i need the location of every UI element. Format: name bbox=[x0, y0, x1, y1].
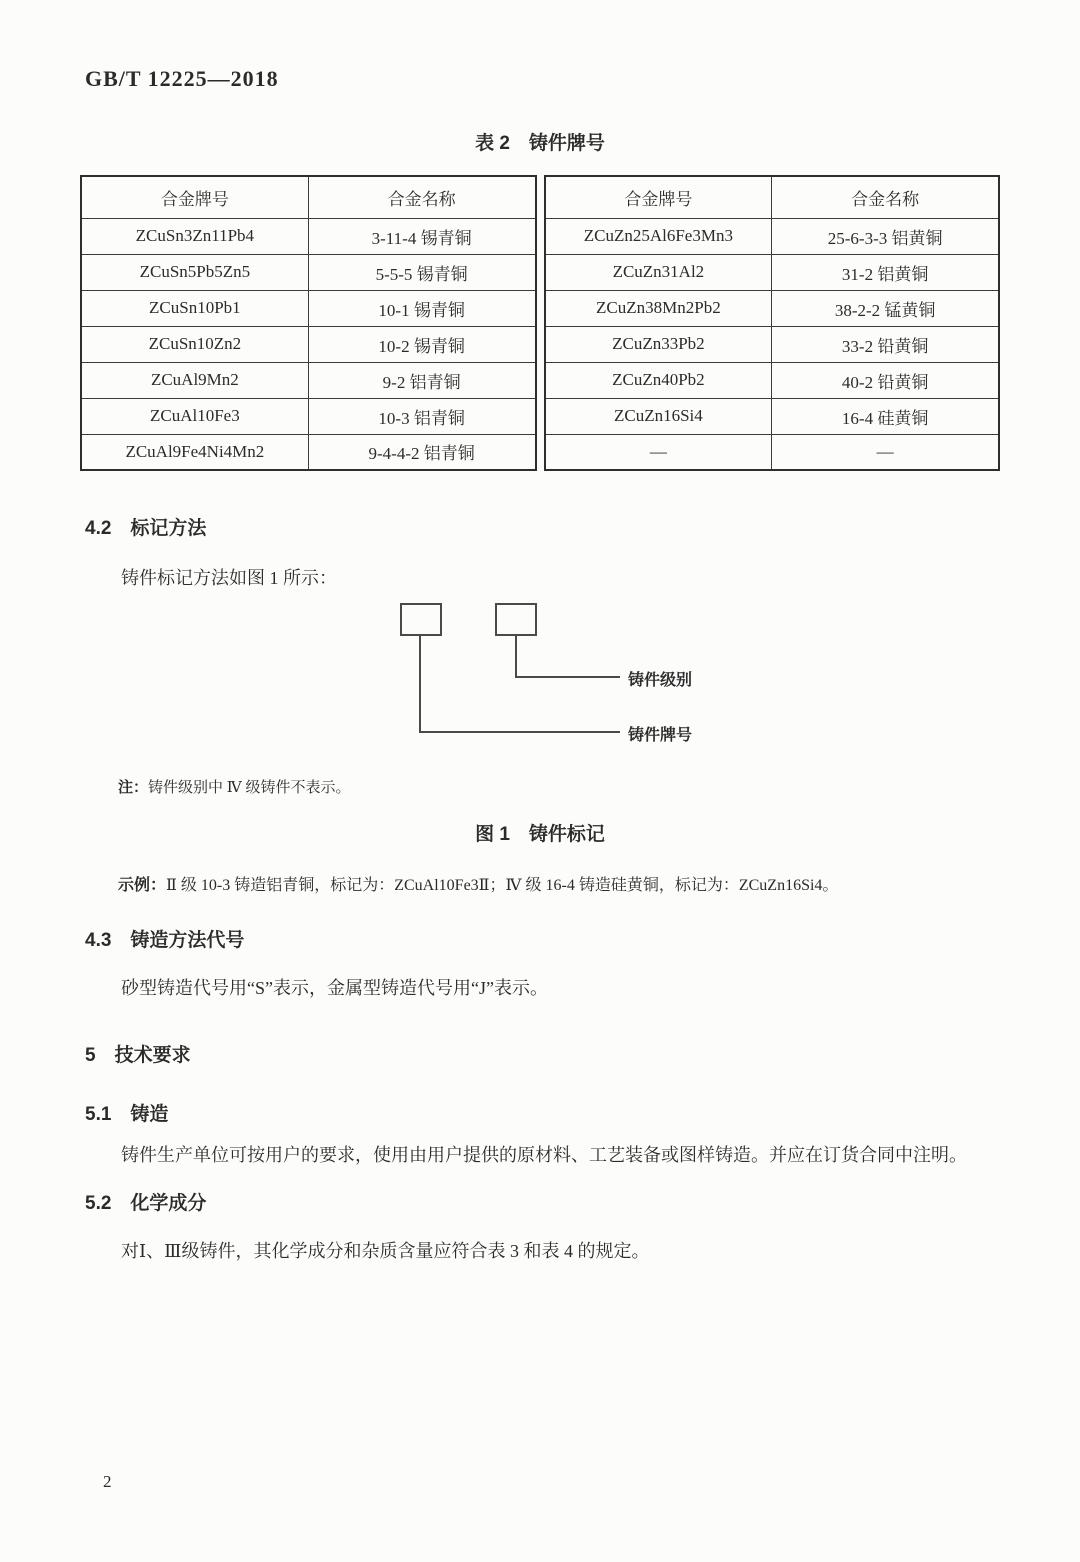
section-5-2-paragraph: 对Ⅰ、Ⅲ级铸件，其化学成分和杂质含量应符合表 3 和表 4 的规定。 bbox=[121, 1240, 650, 1261]
table2-right-half bbox=[544, 175, 1001, 471]
table-cell: ZCuAl9Fe4Ni4Mn2 bbox=[81, 434, 308, 470]
table2-right bbox=[544, 175, 1001, 471]
page-number: 2 bbox=[103, 1472, 112, 1491]
doc-number: GB/T 12225—2018 bbox=[85, 66, 279, 91]
table-row bbox=[545, 398, 1000, 434]
table-cell: ZCuSn3Zn11Pb4 bbox=[81, 218, 308, 254]
table-cell: — bbox=[772, 434, 999, 470]
figure1-note bbox=[118, 776, 1080, 797]
note-text: 铸件级别中 Ⅳ 级铸件不表示。 bbox=[148, 780, 351, 796]
grade-leader-vertical bbox=[515, 636, 517, 678]
section-5-1-paragraph: 铸件生产单位可按用户的要求，使用由用户提供的原材料、工艺装备或图样铸造。并应在订货合同中注明。 bbox=[121, 1145, 967, 1165]
table-row bbox=[545, 218, 1000, 254]
table-row bbox=[81, 434, 536, 470]
table-cell: 3-11-4 锡青铜 bbox=[308, 218, 535, 254]
table-cell: 38-2-2 锰黄铜 bbox=[772, 290, 999, 326]
table-cell: ZCuZn40Pb2 bbox=[545, 362, 772, 398]
table-cell: ZCuZn33Pb2 bbox=[545, 326, 772, 362]
figure1-example bbox=[118, 872, 1080, 895]
table-row bbox=[81, 218, 536, 254]
grade-label: 铸件级别 bbox=[628, 672, 693, 689]
table-cell: ZCuAl9Mn2 bbox=[81, 362, 308, 398]
section-heading-5-1: 5.1 铸造 bbox=[85, 1104, 169, 1125]
figure1-caption: 图 1 铸件标记 bbox=[475, 824, 605, 845]
table-cell: ZCuSn10Zn2 bbox=[81, 326, 308, 362]
table2-title: 表 2 铸件牌号 bbox=[475, 133, 605, 154]
table-cell: ZCuZn25Al6Fe3Mn3 bbox=[545, 218, 772, 254]
column-header-alloy-designation: 合金牌号 bbox=[81, 176, 308, 218]
table-cell: 10-3 铝青铜 bbox=[308, 398, 535, 434]
designation-leader-horizontal bbox=[419, 731, 620, 733]
table-row bbox=[545, 362, 1000, 398]
table-row bbox=[81, 290, 536, 326]
designation-label: 铸件牌号 bbox=[628, 727, 693, 744]
table-header-row bbox=[545, 176, 1000, 218]
table-cell: 16-4 硅黄铜 bbox=[772, 398, 999, 434]
column-header-alloy-name: 合金名称 bbox=[772, 176, 999, 218]
table-row bbox=[545, 434, 1000, 470]
table-cell: 5-5-5 锡青铜 bbox=[308, 254, 535, 290]
grade-box bbox=[495, 603, 537, 636]
table-row bbox=[81, 254, 536, 290]
section-4-3-paragraph: 砂型铸造代号用“S”表示，金属型铸造代号用“J”表示。 bbox=[121, 978, 548, 998]
table-row bbox=[545, 290, 1000, 326]
table-cell: — bbox=[545, 434, 772, 470]
table-cell: 25-6-3-3 铝黄铜 bbox=[772, 218, 999, 254]
section-4-2-paragraph: 铸件标记方法如图 1 所示： bbox=[121, 568, 337, 588]
table-cell: ZCuSn5Pb5Zn5 bbox=[81, 254, 308, 290]
table-cell: ZCuZn16Si4 bbox=[545, 398, 772, 434]
table2-left-half bbox=[80, 175, 537, 471]
table-cell: 33-2 铅黄铜 bbox=[772, 326, 999, 362]
table-cell: 9-4-4-2 铝青铜 bbox=[308, 434, 535, 470]
table-row bbox=[81, 398, 536, 434]
table-cell: 10-2 锡青铜 bbox=[308, 326, 535, 362]
table-cell: ZCuZn31Al2 bbox=[545, 254, 772, 290]
section-heading-4-3: 4.3 铸造方法代号 bbox=[85, 930, 245, 951]
section-heading-4-2: 4.2 标记方法 bbox=[85, 518, 207, 539]
table-cell: ZCuZn38Mn2Pb2 bbox=[545, 290, 772, 326]
section-heading-5-2: 5.2 化学成分 bbox=[85, 1192, 207, 1214]
grade-leader-horizontal bbox=[515, 676, 620, 678]
designation-box bbox=[400, 603, 442, 636]
table-cell: 10-1 锡青铜 bbox=[308, 290, 535, 326]
table-row bbox=[81, 362, 536, 398]
table2 bbox=[80, 175, 1000, 471]
note-label: 注： bbox=[118, 779, 149, 796]
table-cell: ZCuSn10Pb1 bbox=[81, 290, 308, 326]
column-header-alloy-designation: 合金牌号 bbox=[545, 176, 772, 218]
designation-leader-vertical bbox=[419, 636, 421, 733]
column-header-alloy-name: 合金名称 bbox=[308, 176, 535, 218]
section-heading-5: 5 技术要求 bbox=[85, 1045, 191, 1066]
table2-left bbox=[80, 175, 537, 471]
example-label: 示例： bbox=[118, 877, 167, 894]
table-header-row bbox=[81, 176, 536, 218]
table-cell: 9-2 铝青铜 bbox=[308, 362, 535, 398]
table2-left-body bbox=[81, 218, 536, 470]
table2-right-body bbox=[545, 218, 1000, 470]
table-cell: 40-2 铅黄铜 bbox=[772, 362, 999, 398]
table-row bbox=[545, 254, 1000, 290]
table-cell: ZCuAl10Fe3 bbox=[81, 398, 308, 434]
table-row bbox=[545, 326, 1000, 362]
table-cell: 31-2 铝黄铜 bbox=[772, 254, 999, 290]
figure1-diagram bbox=[0, 598, 1080, 770]
example-text: Ⅱ 级 10-3 铸造铝青铜，标记为：ZCuAl10Fe3Ⅱ；Ⅳ 级 16-4 铸造硅黄铜，标记为：ZCuZn16Si4。 bbox=[166, 877, 839, 894]
table-row bbox=[81, 326, 536, 362]
